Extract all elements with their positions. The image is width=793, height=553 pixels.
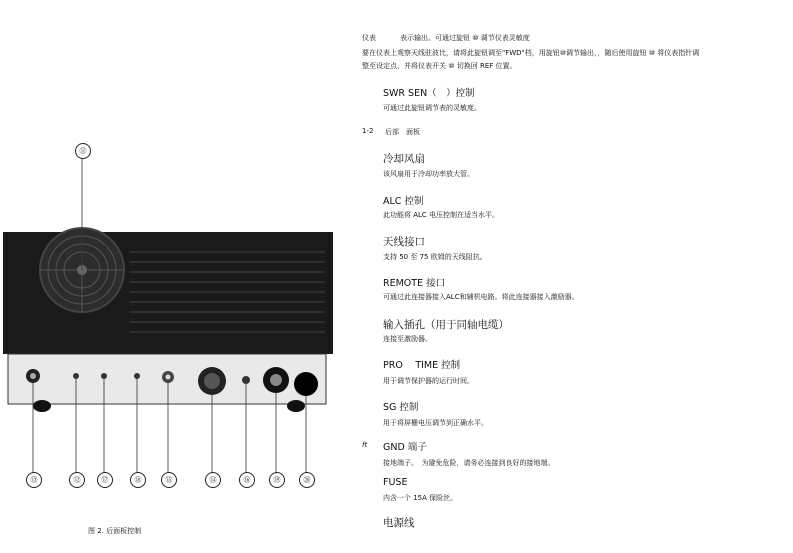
callout-15: ⑮ (161, 472, 177, 488)
meter-line2: 整至设定点，并将仪表开关 ⑩ 切换回 REF 位置。 (362, 62, 517, 70)
callout-19: ⑲ (269, 472, 285, 488)
item-fan-desc: 该风扇用于冷却功率放大管。 (383, 170, 474, 178)
section-title: 后部 面板 (385, 128, 420, 136)
item-protime-title: PRO TIME 控制 (383, 360, 461, 371)
item-alc-title: ALC 控制 (383, 196, 424, 207)
item-input-title: 输入插孔（用于同轴电缆） (383, 319, 509, 331)
item-gnd-desc: 接地端子。 为避免危险，请务必连接到良好的接地端。 (383, 459, 555, 467)
callout-17: ⑰ (97, 472, 113, 488)
item-input-desc: 连接至激励器。 (383, 335, 432, 343)
rear-panel-illustration (0, 140, 345, 490)
item-gnd-title: GND 端子 (383, 442, 427, 453)
rear-panel-figure (0, 140, 345, 490)
item-antenna-title: 天线接口 (383, 236, 425, 248)
meter-label: 仪表 (362, 34, 376, 42)
figure-caption: 图 2. 后面板控制 (88, 527, 142, 535)
meter-line1: 要在仪表上观察天线驻波比，请将此旋钮调至"FWD"档，用旋钮⑩调节输出，，随后使用旋钮 ⑩ 将仪表指针调 (362, 49, 700, 57)
callout-12: ⑫ (69, 472, 85, 488)
item-alc-desc: 此功能将 ALC 电压控制在适当水平。 (383, 211, 500, 219)
meter-desc: 表示输出。可通过旋钮 ⑩ 调节仪表灵敏度 (400, 34, 530, 42)
section-number: 1-2 (362, 127, 374, 135)
callout-11: ⑪ (75, 143, 91, 159)
swr-title: SWR SEN（ ）控制 (383, 88, 475, 99)
callout-16: ⑯ (239, 472, 255, 488)
item-remote-desc: 可通过此连接器接入ALC和辅机电路。将此连接器接入激励器。 (383, 293, 579, 301)
item-power-title: 电源线 (383, 517, 415, 529)
item-fuse-title: FUSE (383, 477, 408, 488)
item-sg-desc: 用于将屏栅电压调节到正确水平。 (383, 419, 488, 427)
item-fan-title: 冷却风扇 (383, 153, 425, 165)
item-antenna-desc: 支持 50 至 75 欧姆的天线阻抗。 (383, 253, 487, 261)
item-gnd-marker: ft (362, 441, 368, 449)
callout-14: ⑭ (205, 472, 221, 488)
callout-13: ⑬ (26, 472, 42, 488)
callout-18: ⑱ (130, 472, 146, 488)
item-remote-title: REMOTE 接口 (383, 278, 446, 289)
item-fuse-desc: 内含一个 15A 保险丝。 (383, 494, 458, 502)
callout-20: ⑳ (299, 472, 315, 488)
item-sg-title: SG 控制 (383, 402, 419, 413)
item-protime-desc: 用于调节保护器的运行时间。 (383, 377, 474, 385)
swr-desc: 可通过此旋钮调节表的灵敏度。 (383, 104, 481, 112)
